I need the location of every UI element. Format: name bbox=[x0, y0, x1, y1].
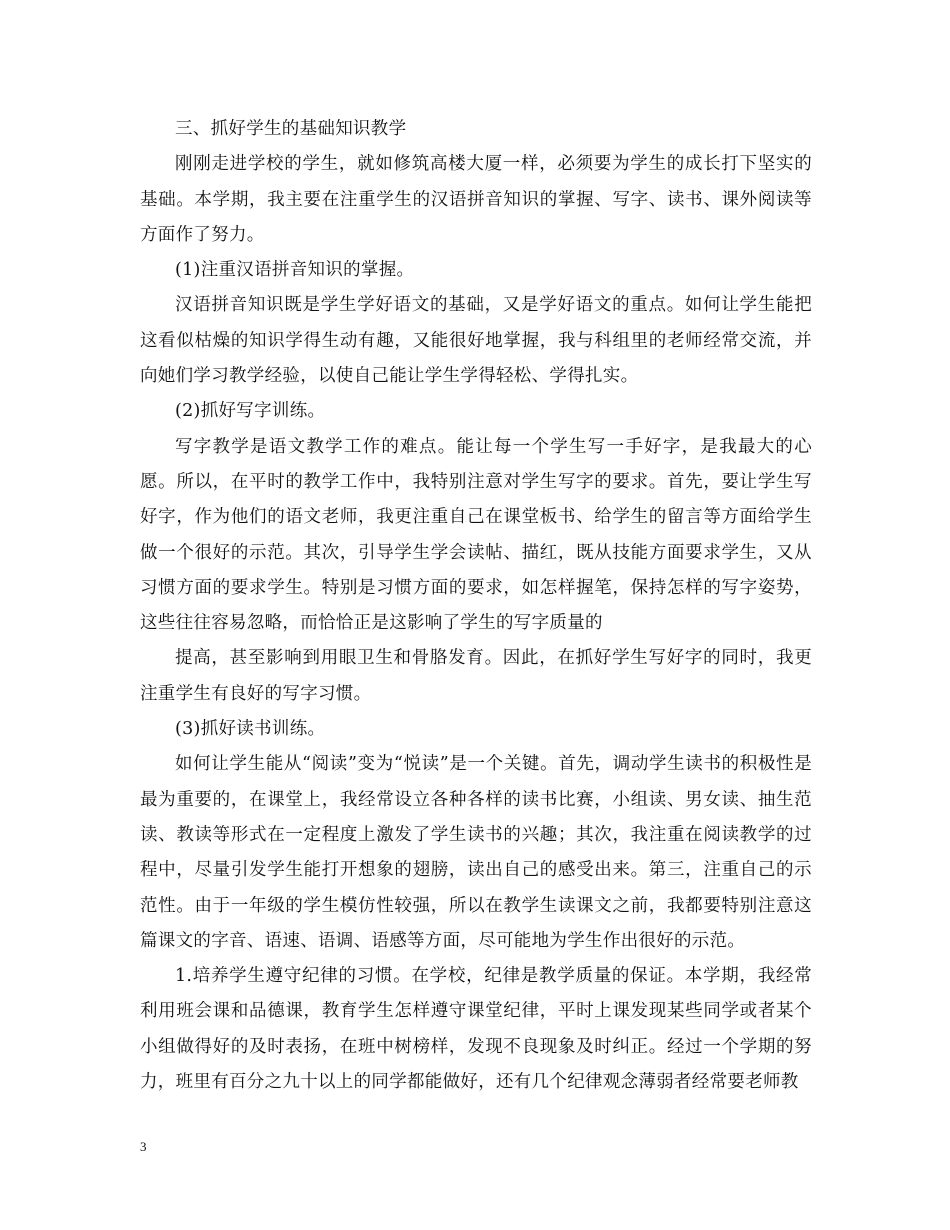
paragraph-intro: 刚刚走进学校的学生，就如修筑高楼大厦一样，必须要为学生的成长打下坚实的基础。本学期，我主要在注重学生的汉语拼音知识的掌握、写字、读书、课外阅读等方面作了努力。 bbox=[140, 154, 812, 245]
subheading-reading: (3)抓好读书训练。 bbox=[175, 719, 326, 740]
paragraph-writing: 写字教学是语文教学工作的难点。能让每一个学生写一手好字，是我最大的心愿。所以，在平时的教学工作中，我特别注意对学生写字的要求。首先，要让学生写好字，作为他们的语文老师，我更注重自己在课堂板书、给学生的留言等方面给学生做一个很好的示范。其次，引导学生学会读帖、描红，既从技能方面要求学生，又从习惯方面的要求学生。特别是习惯方面的要求，如怎样握笔，保持怎样的写字姿势，这些往往容易忽略，而恰恰正是这影响了学生的写字质量的 bbox=[140, 436, 812, 634]
paragraph-pinyin: 汉语拼音知识既是学生学好语文的基础，又是学好语文的重点。如何让学生能把这看似枯燥的知识学得生动有趣，又能很好地掌握，我与科组里的老师经常交流，并向她们学习教学经验，以使自己能让学生学得轻松、学得扎实。 bbox=[140, 295, 812, 387]
subheading-pinyin: (1)注重汉语拼音知识的掌握。 bbox=[175, 260, 415, 281]
document-body bbox=[140, 112, 812, 1100]
page-number: 3 bbox=[140, 1139, 147, 1154]
paragraph-writing-continued: 提高，甚至影响到用眼卫生和骨胳发育。因此，在抓好学生写好字的同时，我更注重学生有良好的写字习惯。 bbox=[140, 648, 812, 704]
subheading-writing: (2)抓好写字训练。 bbox=[175, 401, 326, 422]
paragraph-reading: 如何让学生能从“阅读”变为“悦读”是一个关键。首先，调动学生读书的积极性是最为重要的，在课堂上，我经常设立各种各样的读书比赛，小组读、男女读、抽生范读、教读等形式在一定程度上激发了学生读书的兴趣；其次，我注重在阅读教学的过程中，尽量引发学生能打开想象的翅膀，读出自己的感受出来。第三，注重自己的示范性。由于一年级的学生模仿性较强，所以在教学生读课文之前，我都要特别注意这篇课文的字音、语速、语调、语感等方面，尽可能地为学生作出很好的示范。 bbox=[140, 754, 812, 951]
paragraph-discipline: 1.培养学生遵守纪律的习惯。在学校，纪律是教学质量的保证。本学期，我经常利用班会课和品德课，教育学生怎样遵守课堂纪律，平时上课发现某些同学或者某个小组做得好的及时表扬，在班中树榜样，发现不良现象及时纠正。经过一个学期的努力，班里有百分之九十以上的同学都能做好，还有几个纪律观念薄弱者经常要老师教 bbox=[140, 966, 812, 1093]
section-heading: 三、抓好学生的基础知识教学 bbox=[175, 119, 407, 139]
